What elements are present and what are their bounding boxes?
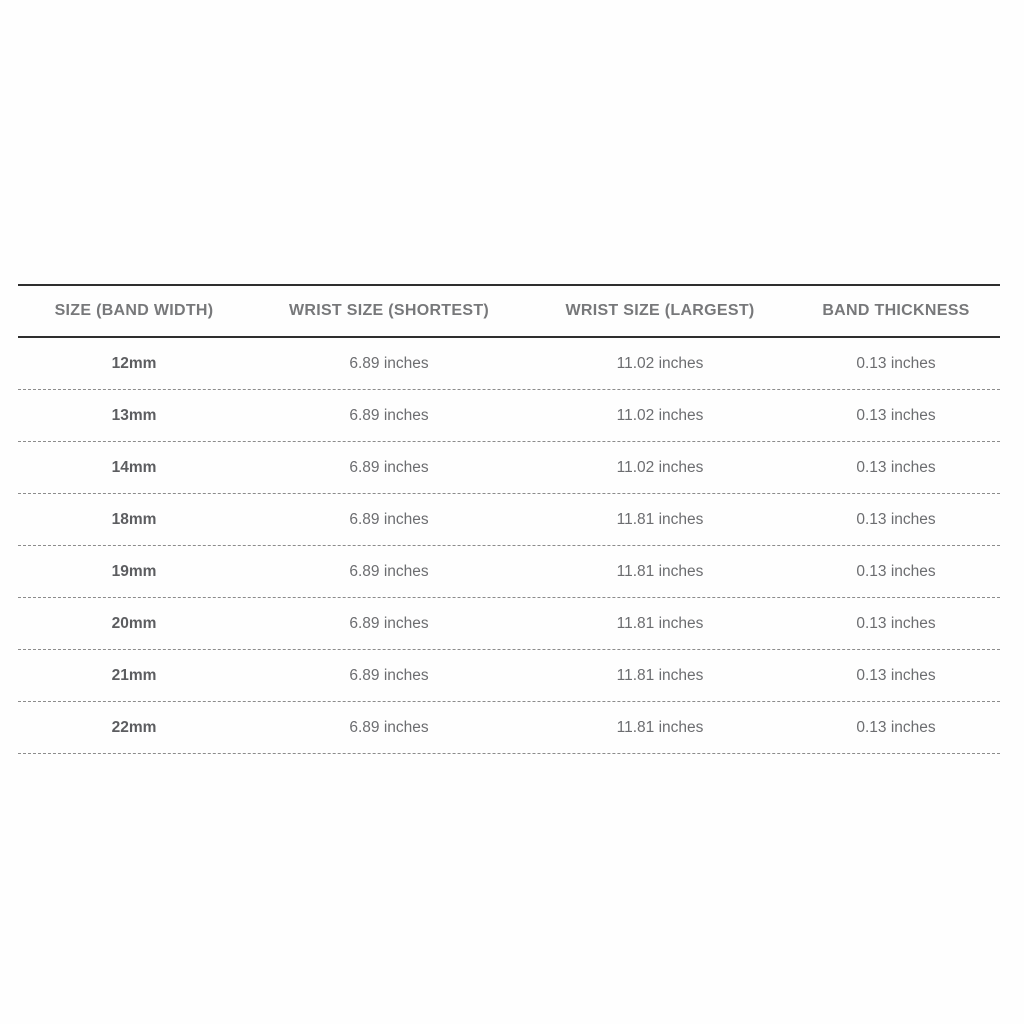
wrist-shortest-cell: 6.89 inches <box>349 562 429 580</box>
band-thickness-cell: 0.13 inches <box>856 614 936 632</box>
wrist-largest-cell: 11.81 inches <box>616 510 704 528</box>
band-thickness-cell: 0.13 inches <box>856 354 936 372</box>
wrist-shortest-cell: 6.89 inches <box>349 718 429 736</box>
table-row <box>18 442 1000 494</box>
table-row <box>18 702 1000 754</box>
header-band-width: SIZE (BAND WIDTH) <box>54 302 214 319</box>
wrist-largest-cell: 11.81 inches <box>616 666 704 684</box>
table-row <box>18 390 1000 442</box>
band-width-cell: 14mm <box>111 458 157 476</box>
wrist-largest-cell: 11.81 inches <box>616 718 704 736</box>
band-width-cell: 13mm <box>111 406 157 424</box>
wrist-largest-cell: 11.02 inches <box>616 354 704 372</box>
wrist-largest-cell: 11.81 inches <box>616 614 704 632</box>
band-thickness-cell: 0.13 inches <box>856 510 936 528</box>
table-row <box>18 338 1000 390</box>
header-wrist-largest: WRIST SIZE (LARGEST) <box>565 302 755 319</box>
table-header-row <box>18 284 1000 338</box>
table-row <box>18 494 1000 546</box>
band-thickness-cell: 0.13 inches <box>856 718 936 736</box>
band-width-cell: 21mm <box>111 666 157 684</box>
band-thickness-cell: 0.13 inches <box>856 406 936 424</box>
header-band-thickness: BAND THICKNESS <box>822 302 970 319</box>
table-row <box>18 546 1000 598</box>
table-row <box>18 650 1000 702</box>
wrist-shortest-cell: 6.89 inches <box>349 406 429 424</box>
band-thickness-cell: 0.13 inches <box>856 562 936 580</box>
band-width-cell: 19mm <box>111 562 157 580</box>
wrist-largest-cell: 11.81 inches <box>616 562 704 580</box>
wrist-shortest-cell: 6.89 inches <box>349 614 429 632</box>
wrist-largest-cell: 11.02 inches <box>616 458 704 476</box>
wrist-shortest-cell: 6.89 inches <box>349 510 429 528</box>
band-width-cell: 20mm <box>111 614 157 632</box>
wrist-largest-cell: 11.02 inches <box>616 406 704 424</box>
band-width-cell: 18mm <box>111 510 157 528</box>
table-row <box>18 598 1000 650</box>
band-thickness-cell: 0.13 inches <box>856 666 936 684</box>
band-width-cell: 22mm <box>111 718 157 736</box>
size-chart-table <box>18 284 1000 754</box>
band-width-cell: 12mm <box>111 354 157 372</box>
wrist-shortest-cell: 6.89 inches <box>349 666 429 684</box>
header-wrist-shortest: WRIST SIZE (SHORTEST) <box>288 302 490 319</box>
band-thickness-cell: 0.13 inches <box>856 458 936 476</box>
wrist-shortest-cell: 6.89 inches <box>349 458 429 476</box>
wrist-shortest-cell: 6.89 inches <box>349 354 429 372</box>
